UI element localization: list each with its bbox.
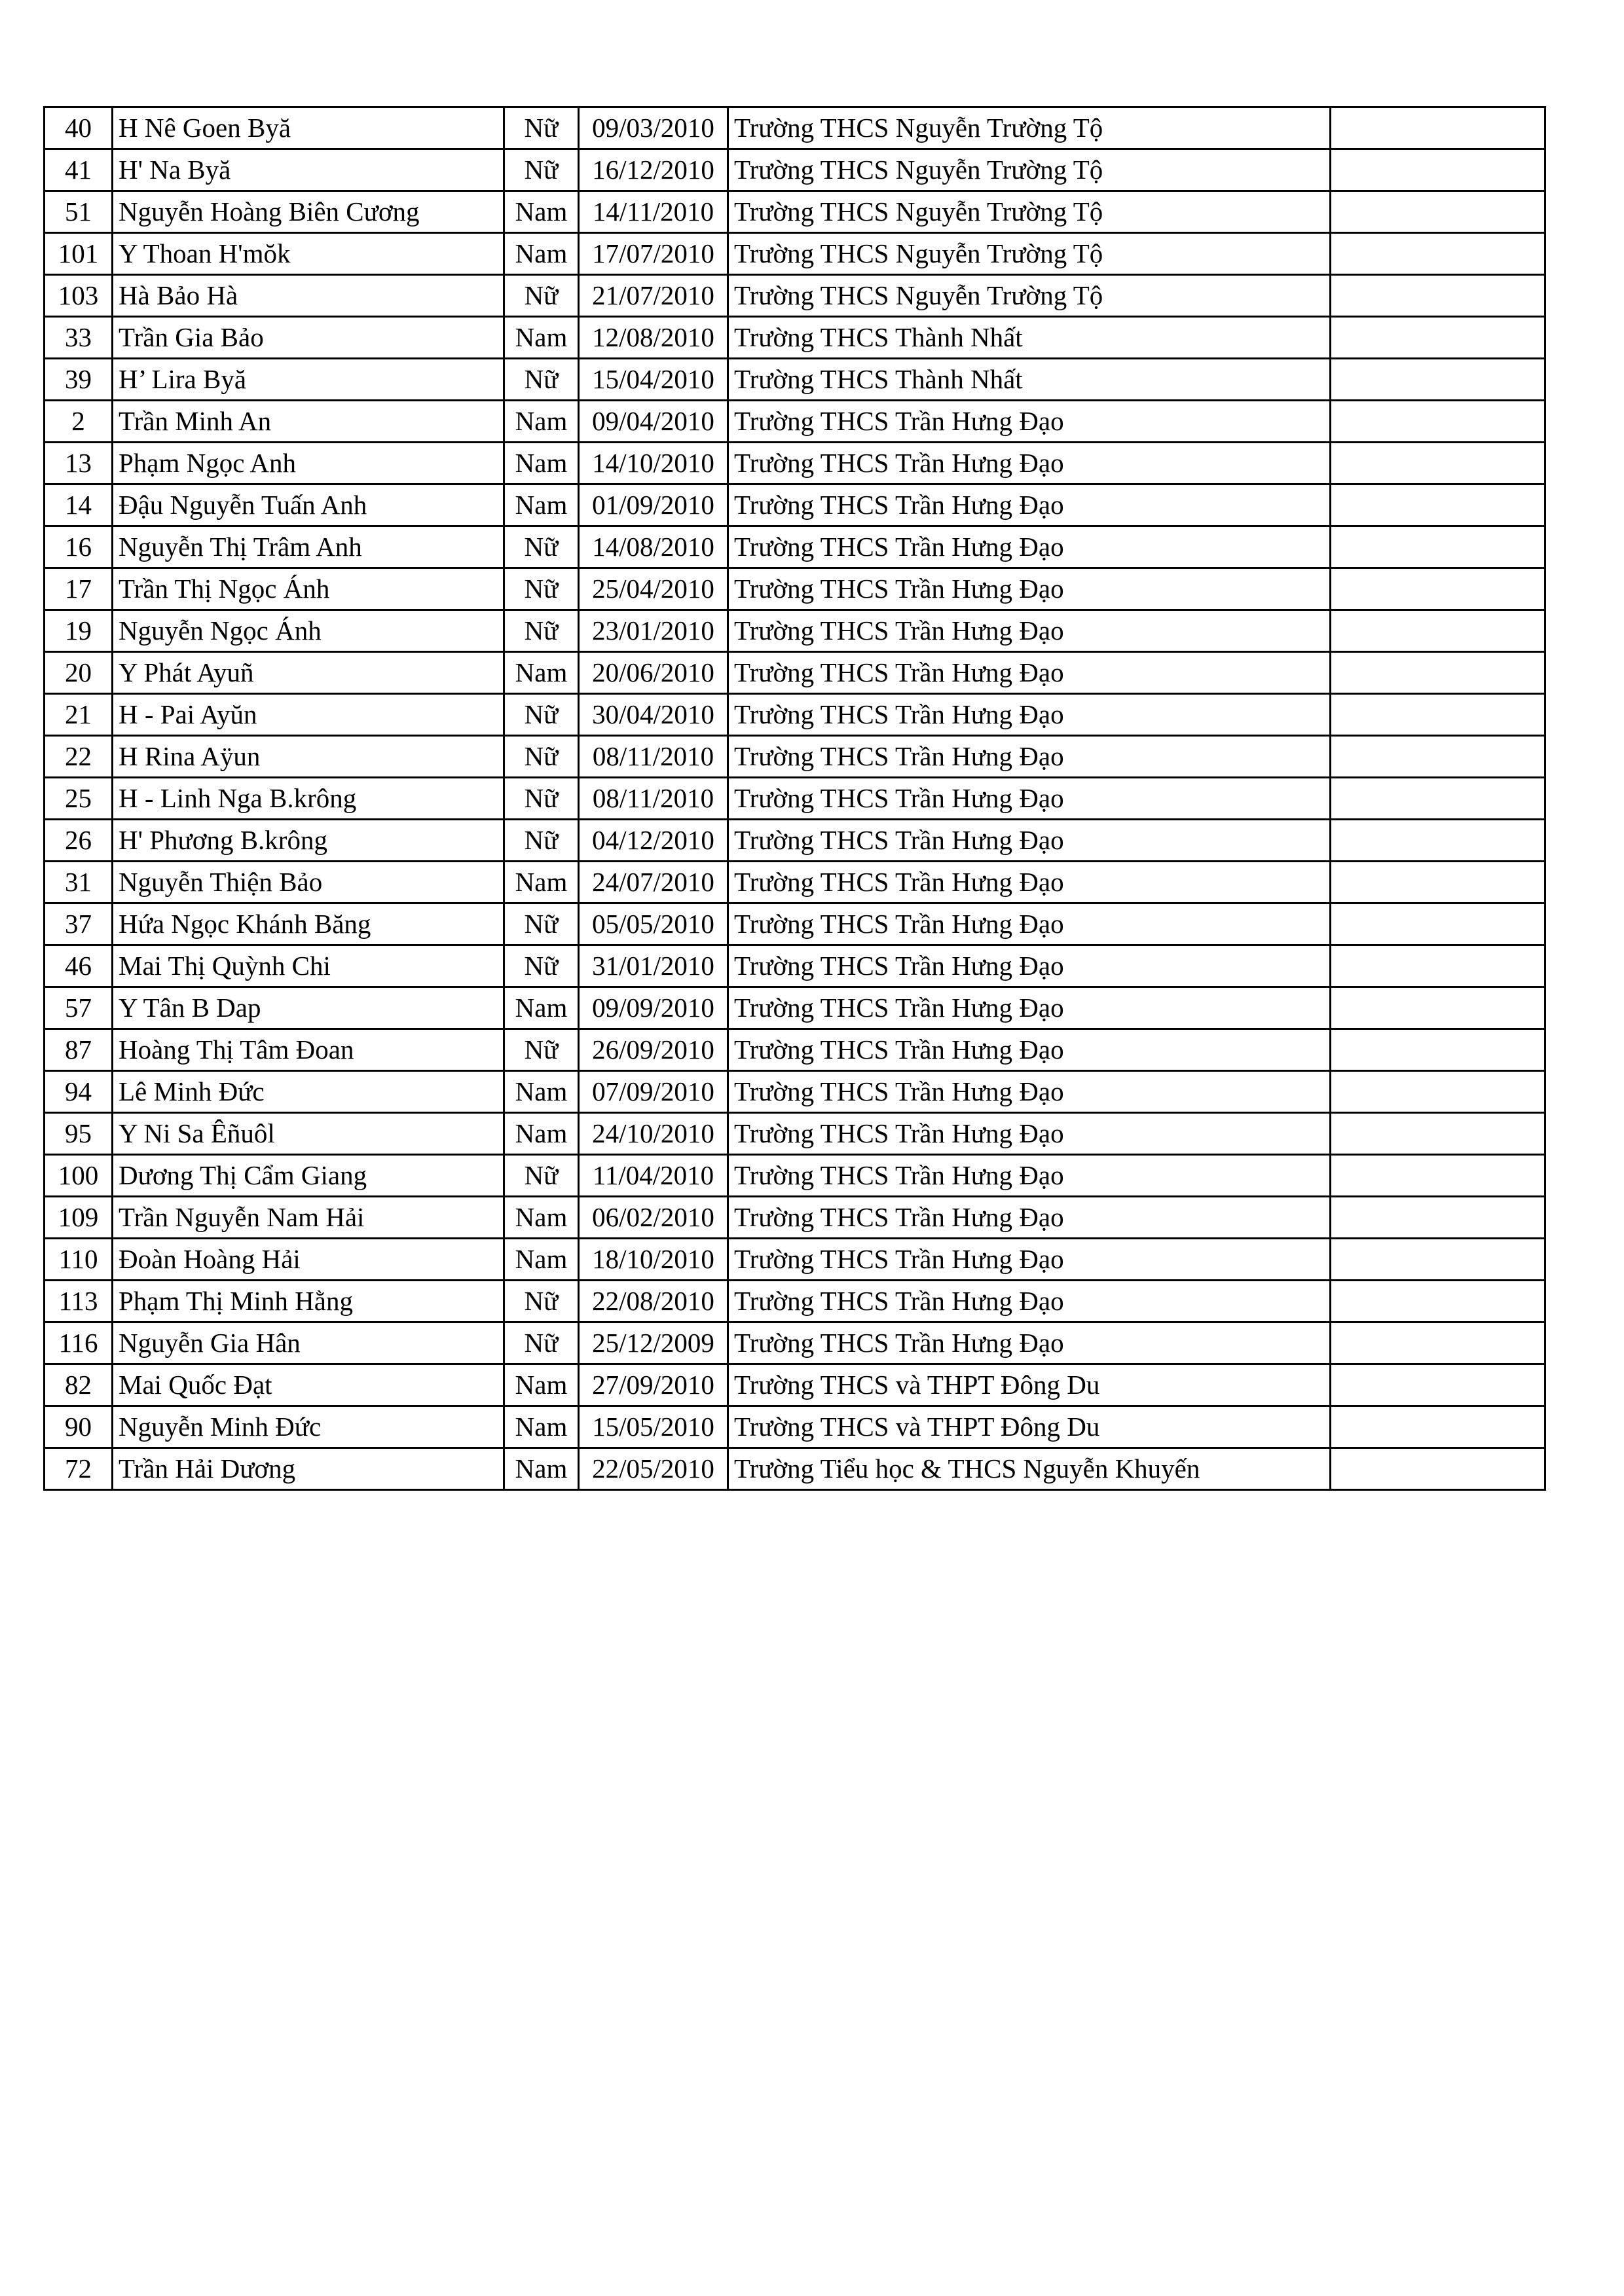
- school-cell: Trường THCS Trần Hưng Đạo: [728, 1281, 1331, 1322]
- school-cell: Trường THCS và THPT Đông Du: [728, 1364, 1331, 1406]
- gender-cell: Nữ: [504, 1322, 579, 1364]
- date-of-birth-cell: 22/05/2010: [579, 1448, 728, 1490]
- note-cell: [1331, 484, 1545, 526]
- table-row: [45, 484, 1545, 526]
- note-cell: [1331, 359, 1545, 401]
- school-cell: Trường THCS Trần Hưng Đạo: [728, 1029, 1331, 1071]
- table-row: [45, 1155, 1545, 1197]
- row-number-cell: 90: [45, 1406, 113, 1448]
- row-number-cell: 13: [45, 443, 113, 484]
- row-number-cell: 46: [45, 945, 113, 987]
- student-name-cell: H Rina Aÿun: [113, 736, 504, 778]
- gender-cell: Nam: [504, 1448, 579, 1490]
- date-of-birth-cell: 24/07/2010: [579, 862, 728, 903]
- student-name-cell: Đậu Nguyễn Tuấn Anh: [113, 484, 504, 526]
- table-row: [45, 1406, 1545, 1448]
- school-cell: Trường THCS Trần Hưng Đạo: [728, 945, 1331, 987]
- date-of-birth-cell: 21/07/2010: [579, 275, 728, 317]
- note-cell: [1331, 652, 1545, 694]
- student-name-cell: Trần Nguyễn Nam Hải: [113, 1197, 504, 1239]
- student-name-cell: H' Phương B.krông: [113, 820, 504, 862]
- date-of-birth-cell: 14/08/2010: [579, 526, 728, 568]
- gender-cell: Nam: [504, 1071, 579, 1113]
- table-row: [45, 652, 1545, 694]
- row-number-cell: 116: [45, 1322, 113, 1364]
- table-row: [45, 275, 1545, 317]
- student-name-cell: H Nê Goen Byă: [113, 107, 504, 149]
- student-name-cell: Mai Thị Quỳnh Chi: [113, 945, 504, 987]
- student-list-table: [43, 106, 1546, 1491]
- row-number-cell: 82: [45, 1364, 113, 1406]
- gender-cell: Nam: [504, 1364, 579, 1406]
- school-cell: Trường THCS Trần Hưng Đạo: [728, 1322, 1331, 1364]
- school-cell: Trường THCS Trần Hưng Đạo: [728, 736, 1331, 778]
- date-of-birth-cell: 09/03/2010: [579, 107, 728, 149]
- table-row: [45, 694, 1545, 736]
- school-cell: Trường THCS Nguyễn Trường Tộ: [728, 191, 1331, 233]
- note-cell: [1331, 736, 1545, 778]
- date-of-birth-cell: 07/09/2010: [579, 1071, 728, 1113]
- note-cell: [1331, 317, 1545, 359]
- student-name-cell: Mai Quốc Đạt: [113, 1364, 504, 1406]
- note-cell: [1331, 1155, 1545, 1197]
- gender-cell: Nữ: [504, 149, 579, 191]
- note-cell: [1331, 149, 1545, 191]
- note-cell: [1331, 903, 1545, 945]
- row-number-cell: 110: [45, 1239, 113, 1281]
- date-of-birth-cell: 30/04/2010: [579, 694, 728, 736]
- table-row: [45, 359, 1545, 401]
- student-name-cell: Dương Thị Cẩm Giang: [113, 1155, 504, 1197]
- student-name-cell: Y Phát Ayuñ: [113, 652, 504, 694]
- school-cell: Trường THCS Nguyễn Trường Tộ: [728, 149, 1331, 191]
- gender-cell: Nữ: [504, 778, 579, 820]
- row-number-cell: 103: [45, 275, 113, 317]
- date-of-birth-cell: 04/12/2010: [579, 820, 728, 862]
- gender-cell: Nữ: [504, 610, 579, 652]
- row-number-cell: 95: [45, 1113, 113, 1155]
- student-name-cell: H - Pai Ayŭn: [113, 694, 504, 736]
- table-row: [45, 401, 1545, 443]
- gender-cell: Nam: [504, 1113, 579, 1155]
- table-row: [45, 736, 1545, 778]
- table-row: [45, 1322, 1545, 1364]
- note-cell: [1331, 526, 1545, 568]
- student-name-cell: Đoàn Hoàng Hải: [113, 1239, 504, 1281]
- gender-cell: Nữ: [504, 275, 579, 317]
- row-number-cell: 100: [45, 1155, 113, 1197]
- note-cell: [1331, 1448, 1545, 1490]
- gender-cell: Nam: [504, 401, 579, 443]
- date-of-birth-cell: 23/01/2010: [579, 610, 728, 652]
- school-cell: Trường THCS Trần Hưng Đạo: [728, 778, 1331, 820]
- table-row: [45, 610, 1545, 652]
- note-cell: [1331, 1113, 1545, 1155]
- table-row: [45, 945, 1545, 987]
- note-cell: [1331, 191, 1545, 233]
- note-cell: [1331, 1029, 1545, 1071]
- school-cell: Trường THCS Trần Hưng Đạo: [728, 1071, 1331, 1113]
- gender-cell: Nữ: [504, 526, 579, 568]
- student-name-cell: Nguyễn Gia Hân: [113, 1322, 504, 1364]
- row-number-cell: 94: [45, 1071, 113, 1113]
- student-name-cell: Phạm Thị Minh Hằng: [113, 1281, 504, 1322]
- student-name-cell: Trần Thị Ngọc Ánh: [113, 568, 504, 610]
- date-of-birth-cell: 16/12/2010: [579, 149, 728, 191]
- school-cell: Trường THCS Trần Hưng Đạo: [728, 484, 1331, 526]
- gender-cell: Nam: [504, 191, 579, 233]
- gender-cell: Nam: [504, 1406, 579, 1448]
- gender-cell: Nam: [504, 443, 579, 484]
- row-number-cell: 16: [45, 526, 113, 568]
- school-cell: Trường THCS Thành Nhất: [728, 317, 1331, 359]
- table-row: [45, 149, 1545, 191]
- note-cell: [1331, 820, 1545, 862]
- table-row: [45, 1281, 1545, 1322]
- student-name-cell: Nguyễn Minh Đức: [113, 1406, 504, 1448]
- gender-cell: Nữ: [504, 107, 579, 149]
- gender-cell: Nữ: [504, 1281, 579, 1322]
- school-cell: Trường THCS Trần Hưng Đạo: [728, 1155, 1331, 1197]
- date-of-birth-cell: 09/09/2010: [579, 987, 728, 1029]
- date-of-birth-cell: 08/11/2010: [579, 778, 728, 820]
- school-cell: Trường THCS Trần Hưng Đạo: [728, 1239, 1331, 1281]
- row-number-cell: 37: [45, 903, 113, 945]
- student-name-cell: Y Ni Sa Êñuôl: [113, 1113, 504, 1155]
- student-name-cell: H' Na Byă: [113, 149, 504, 191]
- gender-cell: Nam: [504, 987, 579, 1029]
- school-cell: Trường THCS Trần Hưng Đạo: [728, 820, 1331, 862]
- gender-cell: Nữ: [504, 736, 579, 778]
- table-row: [45, 233, 1545, 275]
- row-number-cell: 72: [45, 1448, 113, 1490]
- gender-cell: Nữ: [504, 903, 579, 945]
- note-cell: [1331, 1364, 1545, 1406]
- table-row: [45, 987, 1545, 1029]
- table-row: [45, 191, 1545, 233]
- table-row: [45, 443, 1545, 484]
- school-cell: Trường THCS Nguyễn Trường Tộ: [728, 107, 1331, 149]
- row-number-cell: 41: [45, 149, 113, 191]
- school-cell: Trường THCS Thành Nhất: [728, 359, 1331, 401]
- school-cell: Trường THCS và THPT Đông Du: [728, 1406, 1331, 1448]
- school-cell: Trường THCS Trần Hưng Đạo: [728, 652, 1331, 694]
- date-of-birth-cell: 14/10/2010: [579, 443, 728, 484]
- date-of-birth-cell: 20/06/2010: [579, 652, 728, 694]
- note-cell: [1331, 778, 1545, 820]
- table-row: [45, 317, 1545, 359]
- school-cell: Trường THCS Nguyễn Trường Tộ: [728, 233, 1331, 275]
- date-of-birth-cell: 11/04/2010: [579, 1155, 728, 1197]
- date-of-birth-cell: 27/09/2010: [579, 1364, 728, 1406]
- gender-cell: Nam: [504, 233, 579, 275]
- student-name-cell: H - Linh Nga B.krông: [113, 778, 504, 820]
- row-number-cell: 87: [45, 1029, 113, 1071]
- date-of-birth-cell: 24/10/2010: [579, 1113, 728, 1155]
- note-cell: [1331, 1197, 1545, 1239]
- date-of-birth-cell: 12/08/2010: [579, 317, 728, 359]
- student-name-cell: Nguyễn Thiện Bảo: [113, 862, 504, 903]
- student-name-cell: Hứa Ngọc Khánh Băng: [113, 903, 504, 945]
- table-row: [45, 1071, 1545, 1113]
- date-of-birth-cell: 01/09/2010: [579, 484, 728, 526]
- student-name-cell: Trần Minh An: [113, 401, 504, 443]
- student-name-cell: Hà Bảo Hà: [113, 275, 504, 317]
- table-row: [45, 1364, 1545, 1406]
- note-cell: [1331, 1406, 1545, 1448]
- school-cell: Trường THCS Trần Hưng Đạo: [728, 1113, 1331, 1155]
- row-number-cell: 25: [45, 778, 113, 820]
- school-cell: Trường THCS Trần Hưng Đạo: [728, 987, 1331, 1029]
- date-of-birth-cell: 09/04/2010: [579, 401, 728, 443]
- note-cell: [1331, 694, 1545, 736]
- table-row: [45, 778, 1545, 820]
- date-of-birth-cell: 18/10/2010: [579, 1239, 728, 1281]
- date-of-birth-cell: 14/11/2010: [579, 191, 728, 233]
- note-cell: [1331, 1071, 1545, 1113]
- table-row: [45, 1239, 1545, 1281]
- gender-cell: Nữ: [504, 568, 579, 610]
- row-number-cell: 2: [45, 401, 113, 443]
- school-cell: Trường THCS Nguyễn Trường Tộ: [728, 275, 1331, 317]
- date-of-birth-cell: 22/08/2010: [579, 1281, 728, 1322]
- student-name-cell: Nguyễn Ngọc Ánh: [113, 610, 504, 652]
- student-name-cell: Trần Hải Dương: [113, 1448, 504, 1490]
- table-row: [45, 107, 1545, 149]
- gender-cell: Nữ: [504, 945, 579, 987]
- date-of-birth-cell: 25/12/2009: [579, 1322, 728, 1364]
- student-name-cell: Nguyễn Hoàng Biên Cương: [113, 191, 504, 233]
- gender-cell: Nam: [504, 484, 579, 526]
- gender-cell: Nữ: [504, 820, 579, 862]
- gender-cell: Nam: [504, 1239, 579, 1281]
- table-row: [45, 1029, 1545, 1071]
- note-cell: [1331, 275, 1545, 317]
- note-cell: [1331, 987, 1545, 1029]
- note-cell: [1331, 1281, 1545, 1322]
- school-cell: Trường THCS Trần Hưng Đạo: [728, 862, 1331, 903]
- row-number-cell: 20: [45, 652, 113, 694]
- table-row: [45, 862, 1545, 903]
- row-number-cell: 40: [45, 107, 113, 149]
- date-of-birth-cell: 06/02/2010: [579, 1197, 728, 1239]
- note-cell: [1331, 401, 1545, 443]
- table-row: [45, 526, 1545, 568]
- table-body: [45, 107, 1545, 1490]
- student-name-cell: Trần Gia Bảo: [113, 317, 504, 359]
- table-row: [45, 1197, 1545, 1239]
- school-cell: Trường THCS Trần Hưng Đạo: [728, 1197, 1331, 1239]
- row-number-cell: 57: [45, 987, 113, 1029]
- gender-cell: Nữ: [504, 1155, 579, 1197]
- note-cell: [1331, 610, 1545, 652]
- note-cell: [1331, 568, 1545, 610]
- school-cell: Trường THCS Trần Hưng Đạo: [728, 610, 1331, 652]
- row-number-cell: 22: [45, 736, 113, 778]
- note-cell: [1331, 233, 1545, 275]
- table-row: [45, 568, 1545, 610]
- school-cell: Trường THCS Trần Hưng Đạo: [728, 443, 1331, 484]
- date-of-birth-cell: 08/11/2010: [579, 736, 728, 778]
- school-cell: Trường THCS Trần Hưng Đạo: [728, 526, 1331, 568]
- student-name-cell: Y Thoan H'mŏk: [113, 233, 504, 275]
- date-of-birth-cell: 25/04/2010: [579, 568, 728, 610]
- school-cell: Trường THCS Trần Hưng Đạo: [728, 401, 1331, 443]
- note-cell: [1331, 107, 1545, 149]
- table-row: [45, 1448, 1545, 1490]
- row-number-cell: 19: [45, 610, 113, 652]
- table-row: [45, 820, 1545, 862]
- note-cell: [1331, 443, 1545, 484]
- row-number-cell: 109: [45, 1197, 113, 1239]
- date-of-birth-cell: 05/05/2010: [579, 903, 728, 945]
- gender-cell: Nam: [504, 652, 579, 694]
- row-number-cell: 113: [45, 1281, 113, 1322]
- row-number-cell: 33: [45, 317, 113, 359]
- row-number-cell: 21: [45, 694, 113, 736]
- student-name-cell: Lê Minh Đức: [113, 1071, 504, 1113]
- row-number-cell: 31: [45, 862, 113, 903]
- student-name-cell: Hoàng Thị Tâm Đoan: [113, 1029, 504, 1071]
- note-cell: [1331, 1322, 1545, 1364]
- row-number-cell: 39: [45, 359, 113, 401]
- date-of-birth-cell: 31/01/2010: [579, 945, 728, 987]
- row-number-cell: 101: [45, 233, 113, 275]
- gender-cell: Nữ: [504, 694, 579, 736]
- row-number-cell: 51: [45, 191, 113, 233]
- date-of-birth-cell: 17/07/2010: [579, 233, 728, 275]
- gender-cell: Nữ: [504, 359, 579, 401]
- note-cell: [1331, 1239, 1545, 1281]
- note-cell: [1331, 862, 1545, 903]
- gender-cell: Nam: [504, 317, 579, 359]
- student-name-cell: H’ Lira Byă: [113, 359, 504, 401]
- school-cell: Trường THCS Trần Hưng Đạo: [728, 903, 1331, 945]
- row-number-cell: 26: [45, 820, 113, 862]
- table-row: [45, 1113, 1545, 1155]
- gender-cell: Nữ: [504, 1029, 579, 1071]
- student-name-cell: Nguyễn Thị Trâm Anh: [113, 526, 504, 568]
- gender-cell: Nam: [504, 862, 579, 903]
- table-row: [45, 903, 1545, 945]
- school-cell: Trường THCS Trần Hưng Đạo: [728, 568, 1331, 610]
- school-cell: Trường THCS Trần Hưng Đạo: [728, 694, 1331, 736]
- row-number-cell: 17: [45, 568, 113, 610]
- date-of-birth-cell: 26/09/2010: [579, 1029, 728, 1071]
- student-name-cell: Phạm Ngọc Anh: [113, 443, 504, 484]
- date-of-birth-cell: 15/05/2010: [579, 1406, 728, 1448]
- note-cell: [1331, 945, 1545, 987]
- date-of-birth-cell: 15/04/2010: [579, 359, 728, 401]
- row-number-cell: 14: [45, 484, 113, 526]
- gender-cell: Nam: [504, 1197, 579, 1239]
- student-name-cell: Y Tân B Dap: [113, 987, 504, 1029]
- school-cell: Trường Tiểu học & THCS Nguyễn Khuyến: [728, 1448, 1331, 1490]
